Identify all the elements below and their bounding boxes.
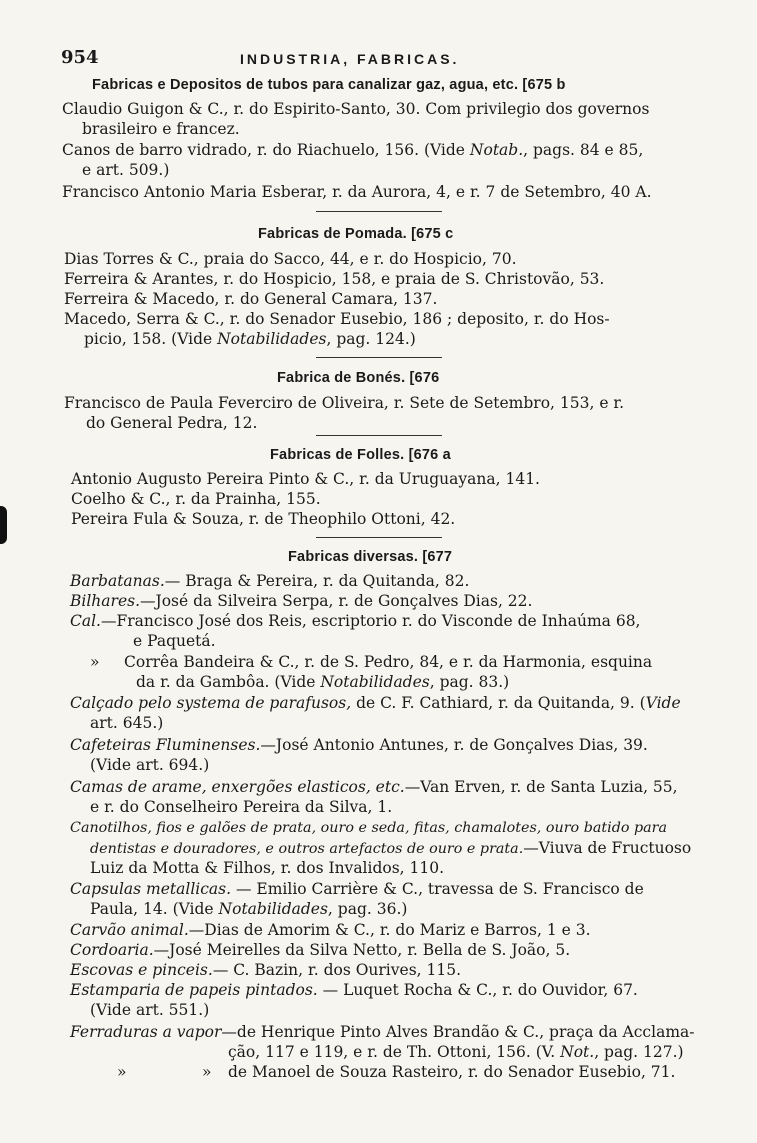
entry-line: Dias Torres & C., praia do Sacco, 44, e r. do Hospicio, 70. bbox=[64, 250, 517, 268]
section-heading-folles: Fabricas de Folles. [676 a bbox=[270, 447, 451, 463]
entry-barbatanas: Barbatanas.— Braga & Pereira, r. da Quitanda, 82. bbox=[70, 572, 470, 590]
section-heading-pomada: Fabricas de Pomada. [675 c bbox=[258, 226, 454, 242]
entry-canotilhos: Canotilhos, fios e galões de prata, ouro e seda, fitas, chamalotes, ouro batido para bbox=[70, 820, 668, 836]
ditto-mark: » bbox=[90, 653, 100, 671]
divider bbox=[316, 357, 442, 358]
entry-line: da r. da Gambôa. (Vide Notabilidades, pag. 83.) bbox=[136, 673, 510, 691]
entry-line: picio, 158. (Vide Notabilidades, pag. 124.) bbox=[84, 330, 416, 348]
entry-line: art. 645.) bbox=[90, 714, 164, 732]
entry-line: e r. do Conselheiro Pereira da Silva, 1. bbox=[90, 798, 393, 816]
entry-line: Francisco de Paula Feverciro de Oliveira, r. Sete de Setembro, 153, e r. bbox=[64, 394, 625, 412]
entry-camas: Camas de arame, enxergões elasticos, etc.—Van Erven, r. de Santa Luzia, 55, bbox=[70, 778, 678, 796]
entry-cal: Cal.—Francisco José dos Reis, escriptorio r. do Visconde de Inhaúma 68, bbox=[70, 612, 641, 630]
divider bbox=[316, 211, 442, 212]
divider bbox=[316, 537, 442, 538]
entry-line: Francisco Antonio Maria Esberar, r. da Aurora, 4, e r. 7 de Setembro, 40 A. bbox=[62, 183, 652, 201]
entry-bilhares: Bilhares.—José da Silveira Serpa, r. de Gonçalves Dias, 22. bbox=[70, 592, 533, 610]
entry-line: (Vide art. 694.) bbox=[90, 756, 210, 774]
entry-estamparia: Estamparia de papeis pintados. — Luquet Rocha & C., r. do Ouvidor, 67. bbox=[70, 981, 638, 999]
entry-cordoaria: Cordoaria.—José Meirelles da Silva Netto, r. Bella de S. João, 5. bbox=[70, 941, 571, 959]
entry-line: de Manoel de Souza Rasteiro, r. do Senador Eusebio, 71. bbox=[228, 1063, 676, 1081]
ditto-mark: » bbox=[202, 1063, 212, 1081]
entry-line: Claudio Guigon & C., r. do Espirito-Santo, 30. Com privilegio dos governos bbox=[62, 100, 650, 118]
entry-line: Macedo, Serra & C., r. do Senador Eusebio, 186 ; deposito, r. do Hos- bbox=[64, 310, 610, 328]
running-title: INDUSTRIA, FABRICAS. bbox=[240, 51, 460, 67]
entry-line: Pereira Fula & Souza, r. de Theophilo Ottoni, 42. bbox=[71, 510, 456, 528]
entry-ferraduras: Ferraduras a vapor—de Henrique Pinto Alves Brandão & C., praça da Acclama- bbox=[70, 1023, 695, 1041]
scan-mark bbox=[0, 506, 7, 544]
entry-line: Coelho & C., r. da Prainha, 155. bbox=[71, 490, 321, 508]
page-number: 954 bbox=[61, 47, 99, 68]
entry-line: Ferreira & Macedo, r. do General Camara, 137. bbox=[64, 290, 438, 308]
entry-line: do General Pedra, 12. bbox=[86, 414, 258, 432]
entry-line: Antonio Augusto Pereira Pinto & C., r. da Uruguayana, 141. bbox=[71, 470, 540, 488]
entry-line: Canos de barro vidrado, r. do Riachuelo, 156. (Vide Notab., pags. 84 e 85, bbox=[62, 141, 644, 159]
entry-line: ção, 117 e 119, e r. de Th. Ottoni, 156. (V. Not., pag. 127.) bbox=[228, 1043, 684, 1061]
entry-capsulas: Capsulas metallicas. — Emilio Carrière & C., travessa de S. Francisco de bbox=[70, 880, 644, 898]
section-heading-bones: Fabrica de Bonés. [676 bbox=[277, 370, 440, 386]
entry-line: (Vide art. 551.) bbox=[90, 1001, 210, 1019]
entry-line: brasileiro e francez. bbox=[82, 120, 240, 138]
entry-line: e art. 509.) bbox=[82, 161, 170, 179]
entry-line: Luiz da Motta & Filhos, r. dos Invalidos, 110. bbox=[90, 859, 445, 877]
section-heading-tubos: Fabricas e Depositos de tubos para canalizar gaz, agua, etc. [675 b bbox=[92, 77, 566, 93]
entry-escovas: Escovas e pinceis.— C. Bazin, r. dos Ourives, 115. bbox=[70, 961, 462, 979]
section-heading-diversas: Fabricas diversas. [677 bbox=[288, 549, 453, 565]
entry-line: e Paquetá. bbox=[133, 632, 216, 650]
entry-line: Paula, 14. (Vide Notabilidades, pag. 36.) bbox=[90, 900, 408, 918]
entry-carvao: Carvão animal.—Dias de Amorim & C., r. do Mariz e Barros, 1 e 3. bbox=[70, 921, 591, 939]
entry-line: Corrêa Bandeira & C., r. de S. Pedro, 84, e r. da Harmonia, esquina bbox=[124, 653, 653, 671]
entry-calcado: Calçado pelo systema de parafusos, de C. F. Cathiard, r. da Quitanda, 9. (Vide bbox=[70, 694, 681, 712]
ditto-mark: » bbox=[117, 1063, 127, 1081]
entry-line: Ferreira & Arantes, r. do Hospicio, 158, e praia de S. Christovão, 53. bbox=[64, 270, 605, 288]
entry-cafeteiras: Cafeteiras Fluminenses.—José Antonio Antunes, r. de Gonçalves Dias, 39. bbox=[70, 736, 648, 754]
entry-line: dentistas e douradores, e outros artefactos de ouro e prata.—Viuva de Fructuoso bbox=[90, 839, 692, 857]
divider bbox=[316, 435, 442, 436]
